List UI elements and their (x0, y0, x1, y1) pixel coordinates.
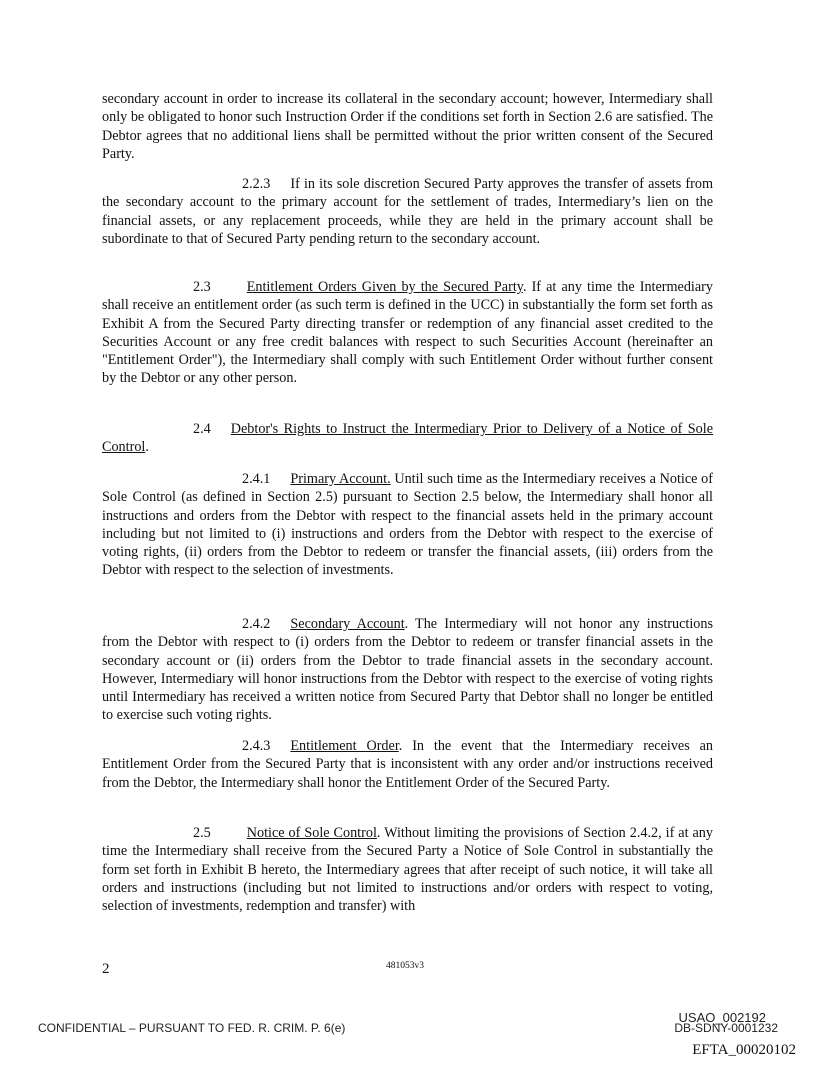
section-heading: Secondary Account (290, 616, 405, 632)
paragraph-text: . In the event that the Intermediary receives an Entitlement Order from the Secured Party that is inconsistent with any order and/or instructions received from the Debtor, the Intermediary shall honor the Entitlement Order of the Secured Party. (102, 738, 714, 791)
paragraph-continuation (102, 90, 713, 163)
section-heading: Notice of Sole Control (246, 825, 377, 841)
section-2-3 (102, 278, 713, 388)
section-number: 2.5 (193, 825, 211, 841)
paragraph-text: secondary account in order to increase its collateral in the secondary account; however, Intermediary shall only be obligated to honor such Instruction Order if the conditions set forth in Section 2.6 are satisfied. The Debtor agrees that no additional liens shall be permitted without the prior written consent of the Secured Party. (102, 91, 713, 162)
section-heading: Entitlement Order (290, 738, 399, 754)
section-2-4-1 (102, 470, 713, 580)
section-number: 2.4 (193, 421, 211, 437)
document-id: 481053v3 (386, 961, 424, 971)
bates-number-sdny: DB-SDNY-0001232 (674, 1021, 778, 1035)
section-number: 2.4.3 (242, 738, 271, 754)
bates-number-usao: USAO_002192 (678, 1010, 766, 1025)
section-2-5 (102, 824, 713, 915)
section-heading: Debtor's Rights to Instruct the Intermediary Prior to Delivery of a Notice of Sole Control (102, 421, 713, 456)
section-number: 2.4.2 (242, 616, 271, 632)
section-2-2-3 (102, 175, 713, 248)
section-2-4 (102, 420, 713, 457)
confidential-notice: CONFIDENTIAL – PURSUANT TO FED. R. CRIM. P. 6(e) (38, 1021, 346, 1035)
page-number: 2 (102, 961, 110, 977)
paragraph-text: . If at any time the Intermediary shall receive an entitlement order (as such term is defined in the UCC) in substantially the form set forth as Exhibit A from the Secured Party directing transfer or redemption of any financial asset credited to the Securities Account or any free credit balances with respect to such Securities Account (hereinafter an "Entitlement Order"), the Intermediary shall comply with such Entitlement Order without further consent by the Debtor or any other person. (102, 279, 713, 387)
section-number: 2.4.1 (242, 471, 271, 487)
section-heading: Entitlement Orders Given by the Secured Party (246, 279, 523, 295)
section-number: 2.2.3 (242, 176, 271, 192)
section-2-4-2 (102, 615, 713, 725)
paragraph-text: . Without limiting the provisions of Section 2.4.2, if at any time the Intermediary shall receive from the Secured Party a Notice of Sole Control in substantially the form set forth in Exhibit B hereto, the Intermediary agrees that after receipt of such notice, it will take all orders and instructions (including but not limited to instructions and/or orders with respect to voting, selection of investments, redemption and transfer) with (102, 825, 713, 915)
section-heading: Primary Account. (290, 471, 391, 487)
paragraph-text: Until such time as the Intermediary receives a Notice of Sole Control (as defined in Section 2.5) pursuant to Section 2.5 below, the Intermediary shall honor all instructions and orders from the Debtor with respect to the financial assets held in the primary account including but not limited to (i) instructions and orders from the Debtor with respect to the exercise of voting rights, (ii) orders from the Debtor to redeem or transfer the financial assets, (iii) orders from the Debtor with respect to the selection of investments. (102, 471, 713, 579)
paragraph-text: . The Intermediary will not honor any instructions from the Debtor with respect to (i) orders from the Debtor to redeem or transfer financial assets in the secondary account or (ii) orders from the Debtor to trade financial assets in the secondary account. However, Intermediary will honor instructions from the Debtor with respect to the exercise of voting rights until Intermediary has received a written notice from Secured Party that Debtor shall no longer be entitled to exercise such voting rights. (102, 616, 713, 724)
section-2-4-3 (102, 737, 713, 792)
efta-number: EFTA_00020102 (692, 1042, 796, 1058)
paragraph-text: If in its sole discretion Secured Party approves the transfer of assets from the secondary account to the primary account for the settlement of trades, Intermediary’s lien on the financial assets, or any replacement proceeds, while they are held in the primary account shall be subordinate to that of Secured Party pending return to the secondary account. (102, 176, 713, 247)
section-number: 2.3 (193, 279, 211, 295)
paragraph-text: . (145, 439, 149, 456)
